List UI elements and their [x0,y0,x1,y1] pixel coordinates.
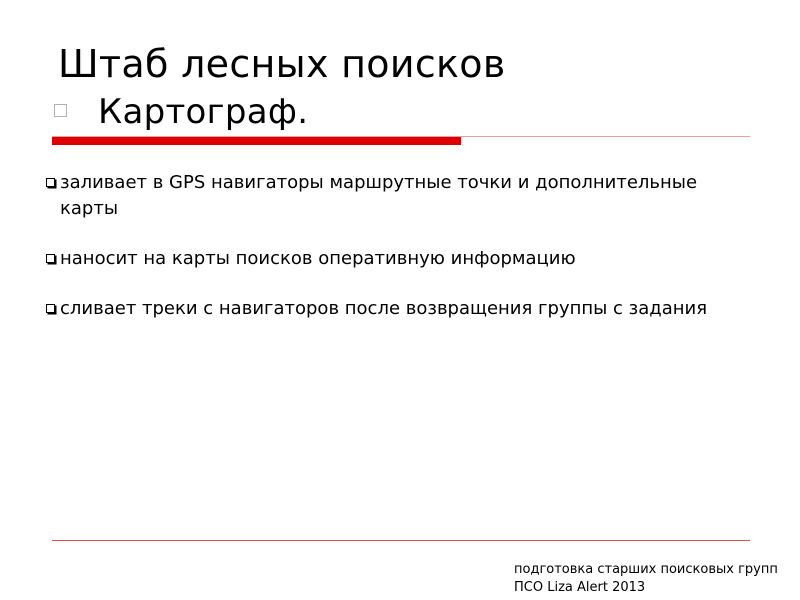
slide-subtitle: Картограф. [98,92,309,132]
bullet-item [46,246,746,272]
bullet-text: наносит на карты поисков оперативную информацию [60,248,576,269]
footer [514,561,778,597]
hollow-square-icon [54,104,67,117]
bullet-list [46,170,746,346]
bullet-item [46,296,746,322]
bullet-text: сливает треки с навигаторов после возвращения группы с задания [60,298,708,319]
slide-title: Штаб лесных поисков [58,42,506,86]
footer-line-organization: ПСО Liza Alert 2013 [514,580,646,595]
shadowed-square-icon [46,304,55,313]
footer-line-course: подготовка старших поисковых групп [514,562,778,577]
bullet-item [46,170,746,222]
shadowed-square-icon [46,254,55,263]
title-divider-accent [52,137,461,145]
footer-divider [52,540,750,541]
shadowed-square-icon [46,178,55,187]
bullet-text: заливает в GPS навигаторы маршрутные точки и дополнительные карты [60,172,698,219]
